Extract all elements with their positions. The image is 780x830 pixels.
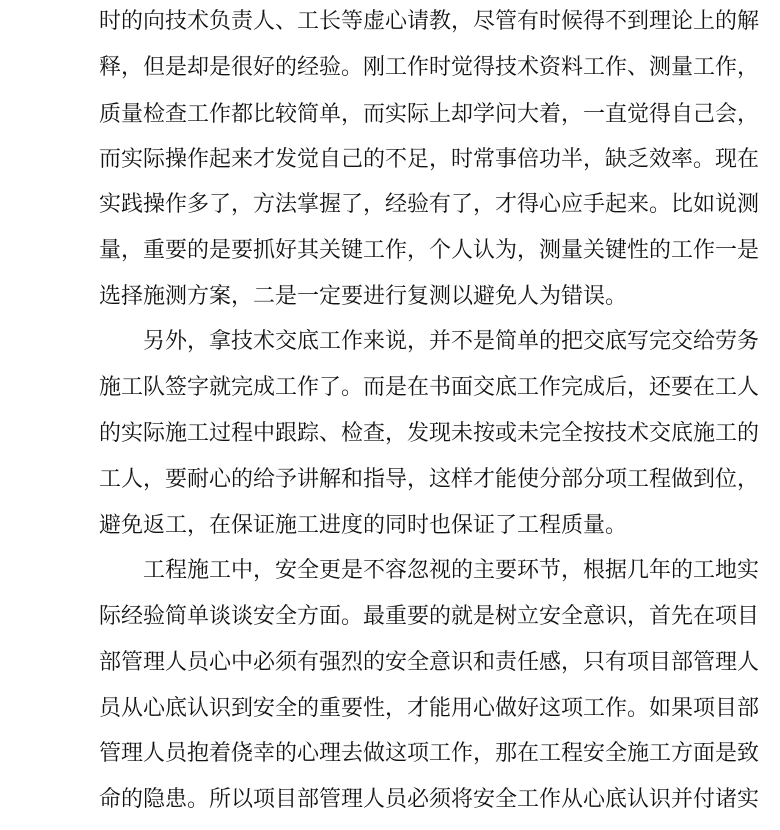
- text-line-7: 选择施测方案，二是一定要进行复测以避免人为错误。: [99, 284, 628, 309]
- text-line-1: 时的向技术负责人、工长等虚心请教，尽管有时候得不到理论上的解: [99, 9, 760, 34]
- text-line-12: 避免返工，在保证施工进度的同时也保证了工程质量。: [99, 513, 628, 538]
- text-line-4: 而实际操作起来才发觉自己的不足，时常事倍功半，缺乏效率。现在: [99, 147, 760, 172]
- text-line-18: 命的隐患。所以项目部管理人员必须将安全工作从心底认识并付诸实: [99, 787, 760, 812]
- text-line-6: 量，重要的是要抓好其关键工作，个人认为，测量关键性的工作一是: [99, 238, 760, 263]
- text-line-17: 管理人员抱着侥幸的心理去做这项工作，那在工程安全施工方面是致: [99, 741, 760, 766]
- text-line-8: 另外，拿技术交底工作来说，并不是简单的把交底写完交给劳务: [143, 329, 760, 354]
- text-line-13: 工程施工中，安全更是不容忽视的主要环节，根据几年的工地实: [143, 558, 760, 583]
- text-line-9: 施工队签字就完成工作了。而是在书面交底工作完成后，还要在工人: [99, 375, 760, 400]
- text-line-2: 释，但是却是很好的经验。刚工作时觉得技术资料工作、测量工作，: [99, 55, 760, 80]
- text-line-3: 质量检查工作都比较简单，而实际上却学问大着，一直觉得自己会，: [99, 102, 760, 127]
- text-line-5: 实践操作多了，方法掌握了，经验有了，才得心应手起来。比如说测: [99, 192, 760, 217]
- text-line-16: 员从心底认识到安全的重要性，才能用心做好这项工作。如果项目部: [99, 696, 760, 721]
- text-line-15: 部管理人员心中必须有强烈的安全意识和责任感，只有项目部管理人: [99, 650, 760, 675]
- text-line-11: 工人，要耐心的给予讲解和指导，这样才能使分部分项工程做到位，: [99, 467, 760, 492]
- text-line-14: 际经验简单谈谈安全方面。最重要的就是树立安全意识，首先在项目: [99, 604, 760, 629]
- text-line-10: 的实际施工过程中跟踪、检查，发现未按或未完全按技术交底施工的: [99, 421, 760, 446]
